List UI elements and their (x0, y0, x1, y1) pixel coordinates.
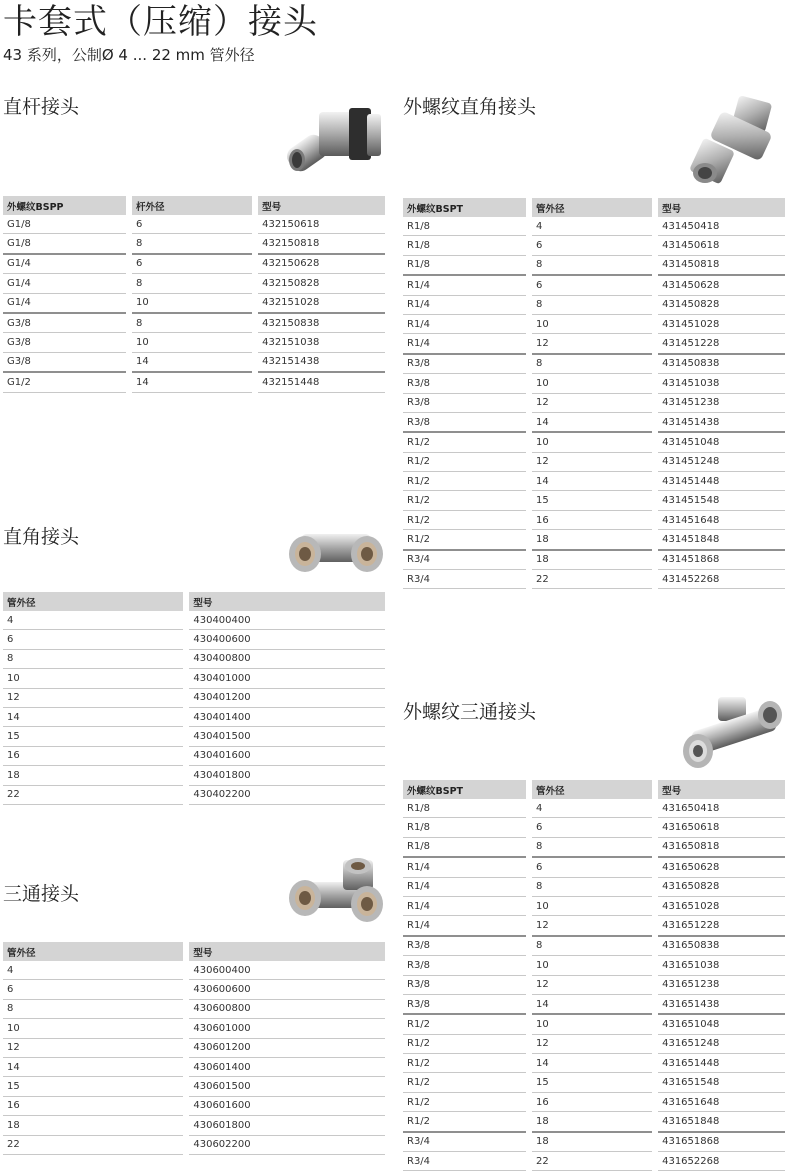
table-row (403, 1152, 785, 1171)
table-row (403, 1034, 785, 1053)
table-cell: 430401400 (186, 707, 385, 726)
table-cell: 6 (129, 215, 255, 234)
table-cell: R3/8 (403, 936, 529, 956)
table-cell: 430401200 (186, 688, 385, 707)
table-cell: G1/2 (3, 372, 129, 392)
table-cell: 431451238 (655, 393, 785, 412)
table-cell: 431650618 (655, 818, 785, 837)
table-cell: 8 (3, 999, 186, 1018)
column-header: 外螺纹BSPT (403, 780, 529, 799)
table-cell: 10 (529, 374, 655, 393)
table-cell: R1/4 (403, 916, 529, 936)
table-cell: 18 (3, 766, 186, 785)
table-row (403, 1073, 785, 1092)
table-cell: 22 (529, 1152, 655, 1171)
table-cell: 430401500 (186, 727, 385, 746)
table-cell: 431451028 (655, 314, 785, 333)
column-header: 型号 (655, 198, 785, 217)
table-cell: 432150838 (255, 313, 385, 333)
table-cell: 12 (529, 334, 655, 354)
table-cell: 16 (529, 1092, 655, 1111)
column-header: 型号 (186, 942, 385, 961)
table-cell: 431451868 (655, 550, 785, 570)
table-cell: 16 (529, 510, 655, 529)
table-cell: R1/2 (403, 510, 529, 529)
table-cell: 8 (129, 234, 255, 254)
table-cell: 4 (529, 217, 655, 236)
table-cell: R1/4 (403, 314, 529, 333)
table-cell: R3/4 (403, 1132, 529, 1152)
table-cell: R1/2 (403, 1054, 529, 1073)
table-cell: R1/8 (403, 818, 529, 837)
table-row (3, 1077, 385, 1096)
table-row (3, 1038, 385, 1057)
table-row (403, 1132, 785, 1152)
table-cell: 430401800 (186, 766, 385, 785)
table-row (403, 1054, 785, 1073)
table-cell: 430400600 (186, 630, 385, 649)
column-header: 型号 (655, 780, 785, 799)
table-elbow (3, 592, 385, 805)
column-header: 外螺纹BSPP (3, 196, 129, 215)
section-title-male-elbow: 外螺纹直角接头 (403, 96, 537, 118)
table-row (3, 1096, 385, 1115)
table-cell: R1/8 (403, 217, 529, 236)
section-title-male-tee: 外螺纹三通接头 (403, 701, 537, 723)
table-row (403, 570, 785, 589)
table-cell: 432151038 (255, 333, 385, 352)
table-cell: 4 (3, 961, 186, 980)
table-row (3, 1135, 385, 1154)
table-cell: 14 (529, 472, 655, 491)
table-cell: 431450418 (655, 217, 785, 236)
table-cell: 22 (3, 1135, 186, 1154)
table-cell: 12 (529, 916, 655, 936)
table-cell: R3/4 (403, 550, 529, 570)
table-cell: G1/8 (3, 215, 129, 234)
table-cell: G1/4 (3, 293, 129, 313)
table-cell: 8 (529, 255, 655, 275)
table-cell: R1/2 (403, 452, 529, 471)
table-cell: 431651248 (655, 1034, 785, 1053)
table-row (403, 956, 785, 975)
table-row (403, 217, 785, 236)
table-row (3, 649, 385, 668)
table-tee (3, 942, 385, 1155)
table-cell: R1/2 (403, 1112, 529, 1132)
table-cell: 8 (529, 354, 655, 374)
elbow-connector-image (283, 520, 388, 585)
table-cell: 431652268 (655, 1152, 785, 1171)
table-cell: 431651548 (655, 1073, 785, 1092)
table-row (403, 975, 785, 994)
table-cell: R1/4 (403, 857, 529, 877)
table-cell: R1/4 (403, 275, 529, 295)
column-header: 管外径 (3, 592, 186, 611)
table-cell: 22 (529, 570, 655, 589)
table-row (403, 472, 785, 491)
table-cell: R1/4 (403, 877, 529, 896)
table-cell: R1/2 (403, 1034, 529, 1053)
table-row (3, 727, 385, 746)
table-cell: 14 (3, 707, 186, 726)
table-cell: 431650418 (655, 799, 785, 818)
table-row (3, 352, 385, 372)
table-cell: 432151028 (255, 293, 385, 313)
table-cell: G3/8 (3, 352, 129, 372)
table-cell: 431450818 (655, 255, 785, 275)
table-cell: 431450628 (655, 275, 785, 295)
table-row (403, 1014, 785, 1034)
table-cell: 8 (3, 649, 186, 668)
table-cell: 430400800 (186, 649, 385, 668)
male-elbow-connector-image (683, 95, 783, 195)
table-row (403, 275, 785, 295)
table-cell: 10 (529, 432, 655, 452)
table-cell: 431452268 (655, 570, 785, 589)
table-row (403, 818, 785, 837)
table-cell: 12 (529, 393, 655, 412)
table-cell: 430601200 (186, 1038, 385, 1057)
table-cell: 16 (3, 746, 186, 765)
table-cell: 4 (3, 611, 186, 630)
table-cell: 431451648 (655, 510, 785, 529)
table-cell: 10 (529, 956, 655, 975)
table-row (403, 550, 785, 570)
table-row (403, 354, 785, 374)
table-cell: 8 (529, 837, 655, 857)
table-cell: 431651238 (655, 975, 785, 994)
table-cell: R1/4 (403, 295, 529, 314)
table-row (403, 857, 785, 877)
table-cell: 8 (529, 936, 655, 956)
table-cell: 10 (129, 333, 255, 352)
table-row (3, 313, 385, 333)
table-row (403, 374, 785, 393)
table-cell: 432150628 (255, 254, 385, 274)
table-header-row (3, 196, 385, 215)
table-row (403, 837, 785, 857)
table-male-tee (403, 780, 785, 1171)
table-row (3, 293, 385, 313)
table-row (3, 1019, 385, 1038)
table-cell: 6 (129, 254, 255, 274)
table-cell: 18 (3, 1116, 186, 1135)
table-cell: 432150618 (255, 215, 385, 234)
table-cell: 431650628 (655, 857, 785, 877)
table-row (3, 274, 385, 293)
table-cell: 14 (529, 412, 655, 432)
column-header: 型号 (255, 196, 385, 215)
table-cell: 12 (3, 1038, 186, 1057)
table-cell: 431651868 (655, 1132, 785, 1152)
table-cell: R1/8 (403, 837, 529, 857)
table-row (3, 766, 385, 785)
table-cell: 8 (529, 877, 655, 896)
table-cell: 432151448 (255, 372, 385, 392)
table-row (3, 630, 385, 649)
table-row (403, 295, 785, 314)
table-cell: 10 (529, 896, 655, 915)
table-cell: 18 (529, 1112, 655, 1132)
table-row (403, 236, 785, 255)
table-cell: 432150818 (255, 234, 385, 254)
table-row (3, 961, 385, 980)
table-row (3, 688, 385, 707)
table-cell: 430600600 (186, 980, 385, 999)
table-straight (3, 196, 385, 393)
page-subtitle: 43 系列，公制Ø 4 ... 22 mm 管外径 (3, 46, 255, 64)
table-cell: 430402200 (186, 785, 385, 804)
table-row (403, 491, 785, 510)
table-cell: 431451038 (655, 374, 785, 393)
table-cell: 431651438 (655, 994, 785, 1014)
table-cell: R3/8 (403, 956, 529, 975)
table-cell: 430601800 (186, 1116, 385, 1135)
column-header: 管外径 (529, 198, 655, 217)
table-cell: 431651848 (655, 1112, 785, 1132)
table-cell: 22 (3, 785, 186, 804)
table-row (403, 936, 785, 956)
table-cell: 14 (529, 1054, 655, 1073)
male-tee-connector-image (678, 693, 786, 775)
table-row (3, 215, 385, 234)
table-cell: R3/4 (403, 570, 529, 589)
table-cell: 6 (529, 236, 655, 255)
table-cell: R1/4 (403, 896, 529, 915)
table-cell: 431451438 (655, 412, 785, 432)
table-row (3, 707, 385, 726)
table-header-row (3, 942, 385, 961)
table-cell: 430601000 (186, 1019, 385, 1038)
table-row (403, 1092, 785, 1111)
table-cell: 12 (529, 452, 655, 471)
table-cell: 431451548 (655, 491, 785, 510)
column-header: 型号 (186, 592, 385, 611)
table-row (403, 1112, 785, 1132)
table-cell: G1/8 (3, 234, 129, 254)
table-cell: 431650818 (655, 837, 785, 857)
table-cell: 14 (3, 1057, 186, 1076)
table-cell: 4 (529, 799, 655, 818)
table-cell: 6 (529, 857, 655, 877)
table-cell: 15 (3, 727, 186, 746)
table-cell: G3/8 (3, 333, 129, 352)
table-cell: R1/2 (403, 1073, 529, 1092)
table-cell: 10 (529, 1014, 655, 1034)
table-row (403, 916, 785, 936)
table-cell: 430601600 (186, 1096, 385, 1115)
table-cell: 6 (529, 275, 655, 295)
table-row (403, 510, 785, 529)
table-row (3, 254, 385, 274)
column-header: 杆外径 (129, 196, 255, 215)
table-row (403, 334, 785, 354)
table-row (403, 877, 785, 896)
table-cell: 15 (3, 1077, 186, 1096)
table-cell: 430601500 (186, 1077, 385, 1096)
table-cell: 431651448 (655, 1054, 785, 1073)
table-cell: R3/8 (403, 374, 529, 393)
table-row (3, 1116, 385, 1135)
table-cell: 12 (3, 688, 186, 707)
table-cell: 12 (529, 1034, 655, 1053)
table-row (403, 452, 785, 471)
table-row (3, 372, 385, 392)
table-row (403, 412, 785, 432)
table-cell: 431451048 (655, 432, 785, 452)
table-cell: 10 (529, 314, 655, 333)
table-row (3, 980, 385, 999)
tee-connector-image (283, 854, 388, 932)
table-header-row (403, 780, 785, 799)
table-row (403, 896, 785, 915)
table-cell: 8 (529, 295, 655, 314)
table-cell: 431651038 (655, 956, 785, 975)
table-row (403, 255, 785, 275)
table-cell: 431451228 (655, 334, 785, 354)
table-row (403, 393, 785, 412)
table-cell: 18 (529, 1132, 655, 1152)
table-cell: 12 (529, 975, 655, 994)
table-row (403, 799, 785, 818)
table-cell: 431650828 (655, 877, 785, 896)
table-cell: 15 (529, 1073, 655, 1092)
table-cell: 431650838 (655, 936, 785, 956)
table-cell: R3/8 (403, 975, 529, 994)
table-cell: 430601400 (186, 1057, 385, 1076)
table-cell: 431450618 (655, 236, 785, 255)
table-cell: R1/8 (403, 236, 529, 255)
table-cell: 10 (3, 669, 186, 688)
table-row (3, 1057, 385, 1076)
table-cell: G1/4 (3, 254, 129, 274)
table-cell: R1/2 (403, 491, 529, 510)
table-cell: 14 (129, 372, 255, 392)
table-cell: 430400400 (186, 611, 385, 630)
table-cell: 18 (529, 550, 655, 570)
table-cell: 10 (3, 1019, 186, 1038)
table-cell: 8 (129, 313, 255, 333)
section-title-straight: 直杆接头 (3, 96, 80, 118)
table-cell: 16 (3, 1096, 186, 1115)
table-cell: G1/4 (3, 274, 129, 293)
table-cell: 6 (3, 630, 186, 649)
table-cell: 8 (129, 274, 255, 293)
table-cell: R1/2 (403, 530, 529, 550)
table-cell: 430600800 (186, 999, 385, 1018)
table-cell: 430401600 (186, 746, 385, 765)
table-cell: 430401000 (186, 669, 385, 688)
table-cell: 430602200 (186, 1135, 385, 1154)
table-row (403, 314, 785, 333)
table-cell: 431651228 (655, 916, 785, 936)
table-cell: R3/8 (403, 412, 529, 432)
table-cell: 6 (529, 818, 655, 837)
table-cell: 431451448 (655, 472, 785, 491)
table-cell: 431450828 (655, 295, 785, 314)
section-title-tee: 三通接头 (3, 883, 80, 905)
page-title: 卡套式（压缩）接头 (3, 2, 318, 42)
table-cell: R3/8 (403, 393, 529, 412)
table-cell: 10 (129, 293, 255, 313)
table-row (403, 530, 785, 550)
table-cell: R3/8 (403, 354, 529, 374)
table-row (3, 611, 385, 630)
section-title-elbow: 直角接头 (3, 526, 80, 548)
table-cell: 431651048 (655, 1014, 785, 1034)
table-row (3, 785, 385, 804)
table-row (403, 432, 785, 452)
table-row (3, 746, 385, 765)
table-cell: 431451248 (655, 452, 785, 471)
table-cell: R1/2 (403, 1092, 529, 1111)
table-row (3, 234, 385, 254)
table-male-elbow (403, 198, 785, 589)
column-header: 管外径 (529, 780, 655, 799)
table-cell: R1/8 (403, 799, 529, 818)
table-cell: 14 (129, 352, 255, 372)
table-cell: 15 (529, 491, 655, 510)
table-row (3, 999, 385, 1018)
table-cell: 431450838 (655, 354, 785, 374)
table-cell: R1/4 (403, 334, 529, 354)
table-cell: R1/2 (403, 1014, 529, 1034)
table-cell: 6 (3, 980, 186, 999)
table-row (403, 994, 785, 1014)
table-header-row (403, 198, 785, 217)
table-cell: R1/2 (403, 472, 529, 491)
table-row (3, 669, 385, 688)
table-cell: G3/8 (3, 313, 129, 333)
table-cell: 18 (529, 530, 655, 550)
straight-connector-image (283, 100, 393, 178)
table-cell: 431451848 (655, 530, 785, 550)
table-cell: R3/4 (403, 1152, 529, 1171)
table-header-row (3, 592, 385, 611)
table-cell: R3/8 (403, 994, 529, 1014)
table-cell: 432150828 (255, 274, 385, 293)
table-cell: R1/8 (403, 255, 529, 275)
column-header: 管外径 (3, 942, 186, 961)
table-cell: R1/2 (403, 432, 529, 452)
table-cell: 432151438 (255, 352, 385, 372)
table-cell: 430600400 (186, 961, 385, 980)
table-cell: 14 (529, 994, 655, 1014)
table-cell: 431651648 (655, 1092, 785, 1111)
table-cell: 431651028 (655, 896, 785, 915)
column-header: 外螺纹BSPT (403, 198, 529, 217)
table-row (3, 333, 385, 352)
